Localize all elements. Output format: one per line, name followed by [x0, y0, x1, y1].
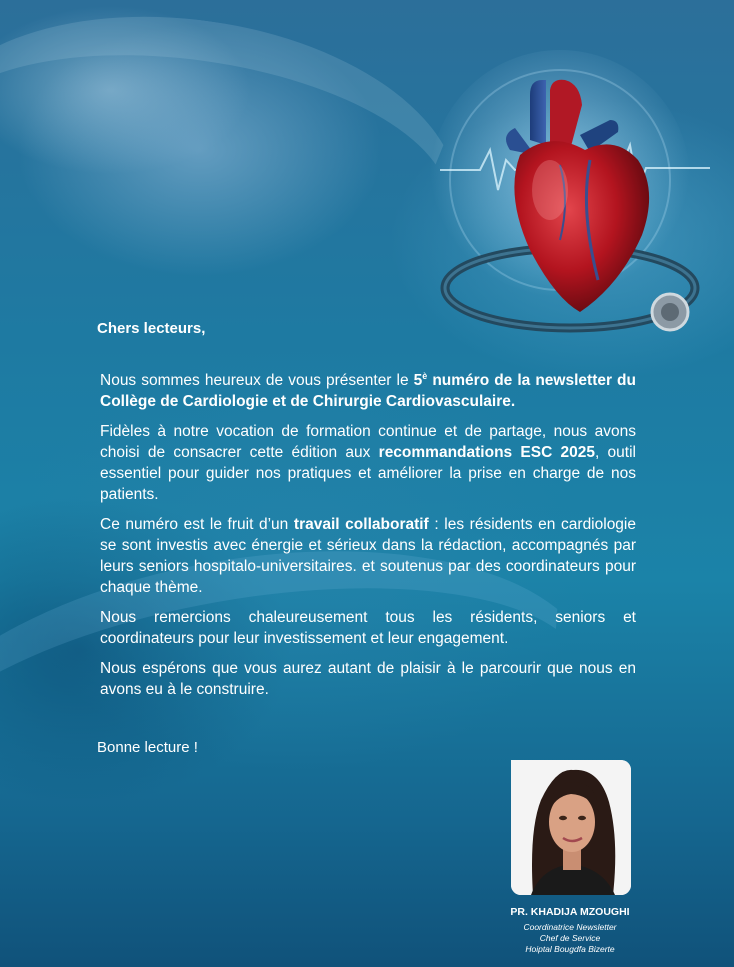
paragraph-text: : les résidents en cardiologie se sont investis avec énergie et sérieux dans la rédaction, accompagnés par leurs seniors hospitalo-universitaires. et soutenus par des coordinateurs pour chaque thème. [100, 516, 636, 597]
paragraph-thanks: Nous remercions chaleureusement tous les résidents, seniors et coordinateurs pour leur investissement et leur engagement. [100, 609, 636, 648]
author-photo [511, 760, 631, 895]
author-hospital: Hoiptal Bougdfa Bizerte [525, 944, 615, 954]
closing: Bonne lecture ! [97, 739, 198, 756]
issue-number-suffix: è [422, 371, 428, 381]
esc-recommendations: recommandations ESC 2025 [378, 444, 595, 462]
background-swoosh [0, 0, 478, 356]
paragraph-text: Nous sommes heureux de vous présenter le [100, 372, 414, 390]
paragraph-esc [100, 421, 636, 505]
heart-illustration [420, 50, 720, 350]
author-title: Chef de Service [539, 933, 601, 943]
author-name: PR. KHADIJA MZOUGHI [510, 906, 630, 918]
letter-body [100, 366, 636, 709]
author-role: Coordinatrice Newsletter [523, 922, 617, 932]
paragraph-collaboration [100, 514, 636, 598]
paragraph-text: Ce numéro est le fruit d’un [100, 516, 294, 534]
issue-number: 5 [413, 372, 423, 390]
paragraph-text: Fidèles à notre vocation de formation continue et de partage, nous avons choisi de consacrer cette édition aux [100, 423, 636, 462]
collaborative-work: travail collaboratif [293, 516, 429, 534]
greeting: Chers lecteurs, [97, 320, 206, 337]
paragraph-text: , outil essentiel pour guider nos pratiques et améliorer la prise en charge de nos patients. [100, 444, 636, 504]
newsletter-name: numéro de la newsletter du Collège de Cardiologie et de Chirurgie Cardiovasculaire. [100, 372, 636, 411]
paragraph-intro [100, 366, 636, 412]
paragraph-hope: Nous espérons que vous aurez autant de plaisir à le parcourir que nous en avons eu à le construire. [100, 660, 636, 699]
